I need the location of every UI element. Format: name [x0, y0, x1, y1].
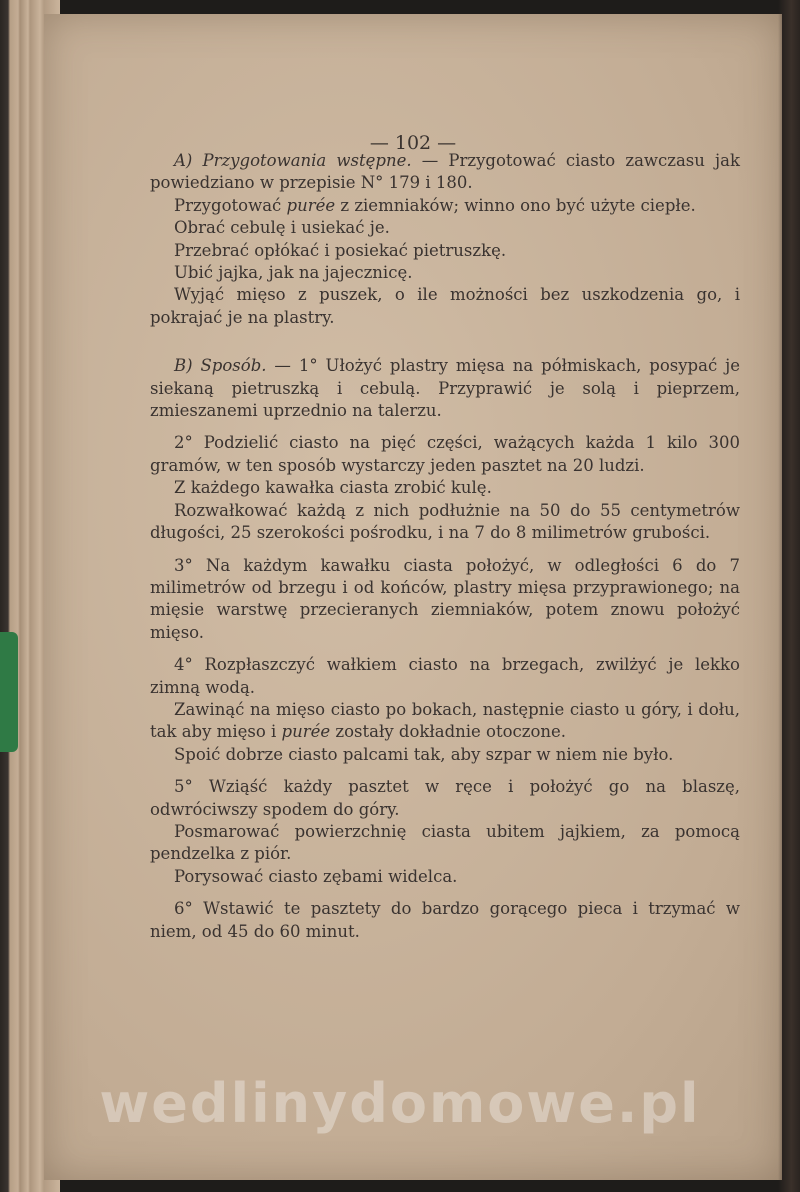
paragraph-b-step-4-wrap: Zawinąć na mięso ciasto po bokach, następnie ciasto u góry, i dołu, tak aby mięso i purée zostały dokładnie otoczone. — [150, 699, 740, 742]
paragraph-a-parsley: Przebrać opłókać i posiekać pietruszkę. — [174, 240, 507, 260]
paragraph-b-step-2-roll: Rozwałkować każdą z nich podłużnie na 50 do 55 centymetrów długości, 25 szerokości pośrodku, i na 7 do 8 milimetrów grubości. — [150, 500, 740, 543]
page-number: — 102 — — [369, 132, 457, 154]
paragraph-b-step-5: 5° Wziąść każdy pasztet w ręce i położyć go na blaszę, odwróciwszy spodem do góry. — [150, 777, 740, 819]
bookmark-tab — [0, 632, 18, 752]
paragraph-b-step-1: B) Sposób. — 1° Ułożyć plastry mięsa na półmiskach, posypać je siekaną pietruszką i cebulą. Przyprawić je solą i pieprzem, zmieszanemi uprzednio na talerzu. — [150, 356, 741, 421]
binding-shadow — [778, 0, 800, 1192]
paragraph-b-step-4: 4° Rozpłaszczyć wałkiem ciasto na brzegach, zwilżyć je lekko zimną wodą. — [150, 655, 740, 697]
paragraph-b-step-4-seal: Spoić dobrze ciasto palcami tak, aby szpar w niem nie było. — [174, 744, 674, 764]
paragraph-a-eggs: Ubić jajka, jak na jajecznicę. — [174, 263, 413, 283]
site-watermark: wedlinydomowe.pl — [99, 1072, 701, 1135]
page-text — [150, 150, 740, 943]
paragraph-b-step-2: 2° Podzielić ciasto na pięć części, ważących każda 1 kilo 300 gramów, w ten sposób wystarczy jeden pasztet na 20 ludzi. — [150, 433, 740, 475]
section-b-heading: B) Sposób. — — [174, 356, 291, 376]
paragraph-b-step-5-fork: Porysować ciasto zębami widelca. — [174, 866, 458, 886]
paragraph-b-step-2-ball: Z każdego kawałka ciasta zrobić kulę. — [174, 478, 492, 498]
paragraph-b-step-5-brush: Posmarować powierzchnię ciasta ubitem jajkiem, za pomocą pendzelka z piór. — [150, 821, 740, 864]
paragraph-a-meat: Wyjąć mięso z puszek, o ile możności bez uszkodzenia go, i pokrajać je na plastry. — [150, 285, 740, 327]
paragraph-b-step-6: 6° Wstawić te pasztety do bardzo gorącego pieca i trzymać w niem, od 45 do 60 minut. — [150, 899, 740, 941]
paragraph-a-onion: Obrać cebulę i usiekać je. — [174, 218, 390, 238]
section-a-heading: A) Przygotowania wstępne. — — [174, 151, 439, 170]
paragraph-a-intro: A) Przygotowania wstępne. — Przygotować ciasto zawczasu jak powiedziano w przepisie N° 179 i 180. — [150, 151, 740, 193]
paragraph-a-puree: Przygotować purée z ziemniaków; winno ono być użyte ciepłe. — [174, 195, 696, 215]
paragraph-b-step-3: 3° Na każdym kawałku ciasta położyć, w odległości 6 do 7 milimetrów od brzegu i od końców, plastry mięsa przyprawionego; na mięsie warstwę przecieranych ziemniaków, potem znowu położyć mięso. — [150, 555, 740, 642]
